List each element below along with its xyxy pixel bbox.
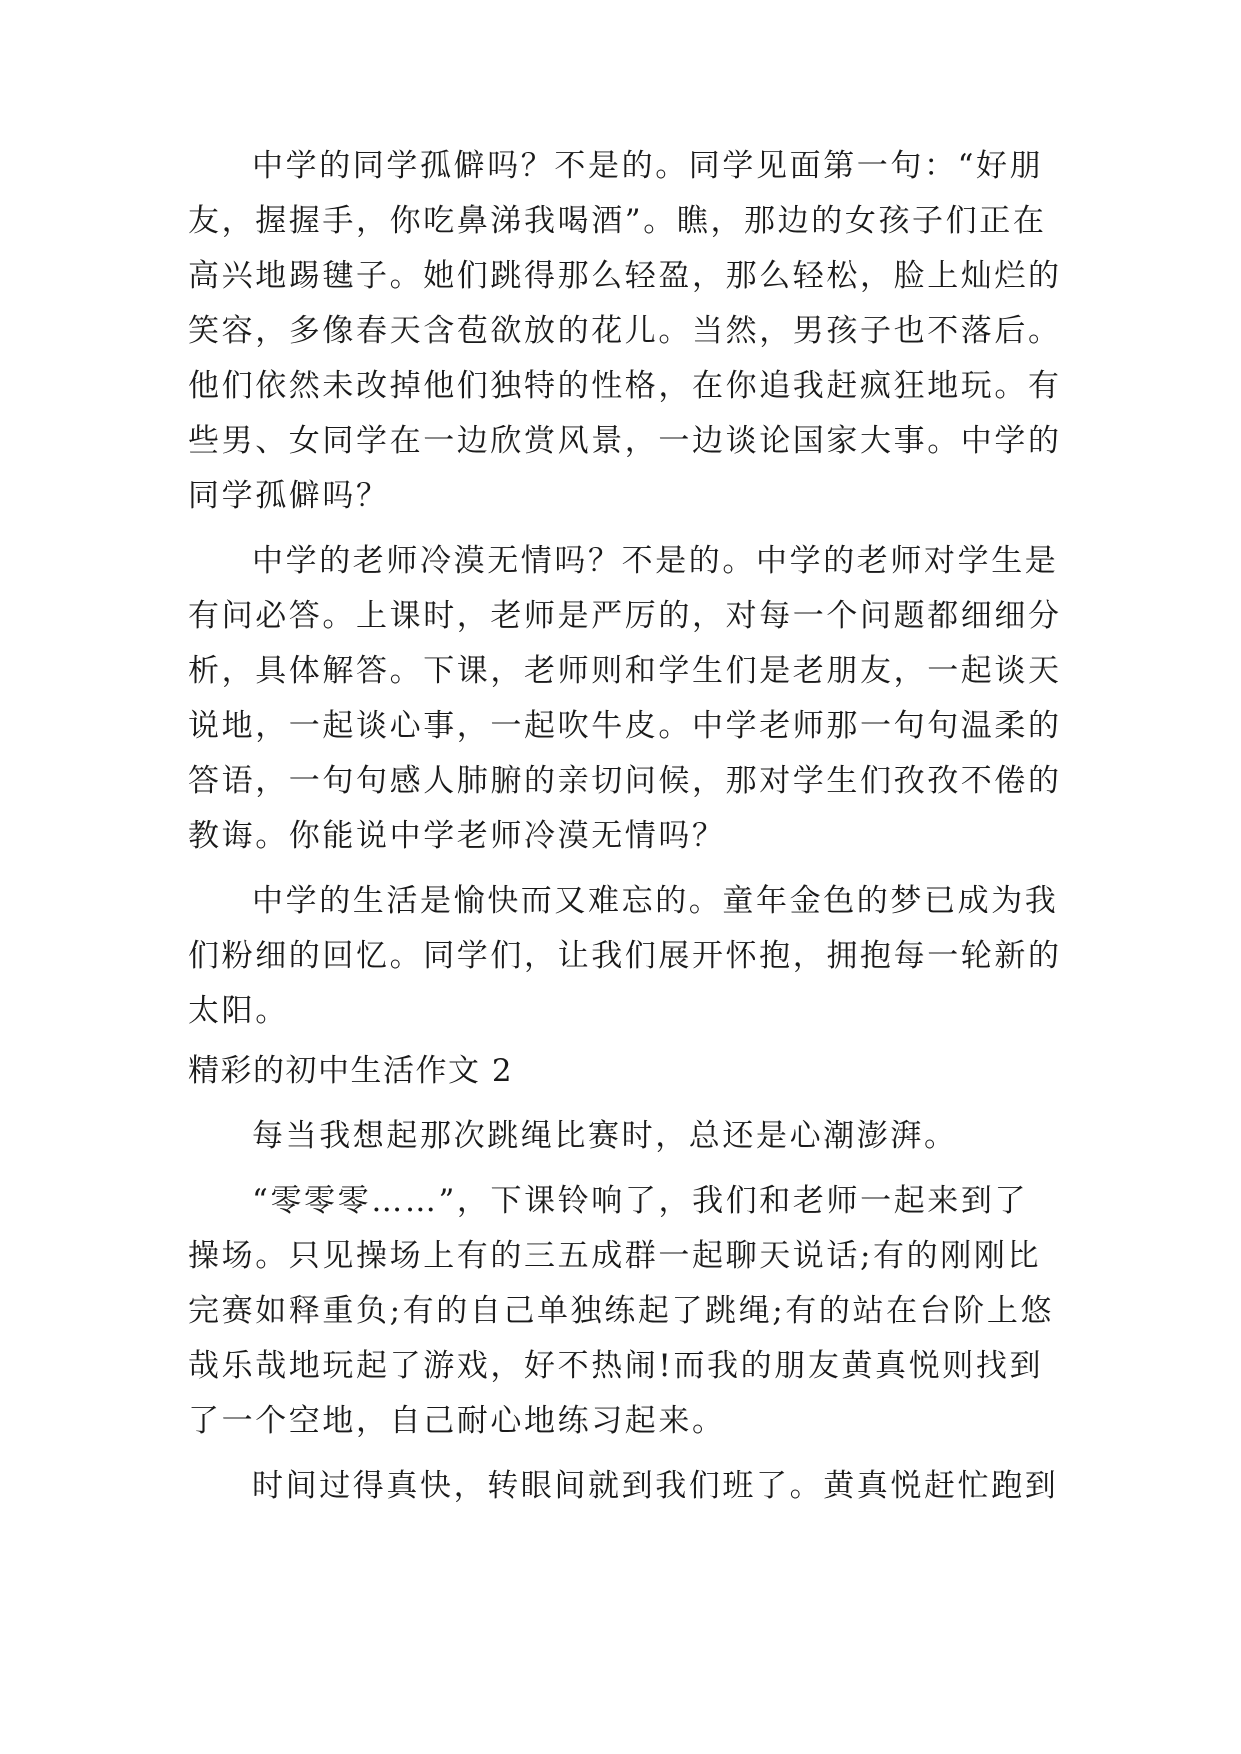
text-line: 些男、女同学在一边欣赏风景，一边谈论国家大事。中学的	[188, 423, 1062, 459]
text-line: 说地，一起谈心事，一起吹牛皮。中学老师那一句句温柔的	[188, 708, 1062, 744]
text-line: 答语，一句句感人肺腑的亲切问候，那对学生们孜孜不倦的	[188, 763, 1062, 799]
text-line: 时间过得真快，转眼间就到我们班了。黄真悦赶忙跑到	[252, 1468, 1059, 1504]
text-line: 每当我想起那次跳绳比赛时，总还是心潮澎湃。	[252, 1118, 958, 1154]
text-line: 高兴地踢毽子。她们跳得那么轻盈，那么轻松，脸上灿烂的	[188, 258, 1062, 294]
text-line: 操场。只见操场上有的三五成群一起聊天说话;有的刚刚比	[188, 1238, 1042, 1274]
text-line: 完赛如释重负;有的自己单独练起了跳绳;有的站在台阶上悠	[188, 1293, 1055, 1329]
text-line: 同学孤僻吗？	[188, 478, 390, 514]
text-line: 中学的老师冷漠无情吗？不是的。中学的老师对学生是	[252, 543, 1059, 579]
text-line: 了一个空地，自己耐心地练习起来。	[188, 1403, 726, 1439]
text-line: 他们依然未改掉他们独特的性格，在你追我赶疯狂地玩。有	[188, 368, 1062, 404]
text-line: 有问必答。上课时，老师是严厉的，对每一个问题都细细分	[188, 598, 1062, 634]
text-line: 友，握握手，你吃鼻涕我喝酒”。瞧，那边的女孩子们正在	[188, 203, 1047, 239]
text-line: 们粉细的回忆。同学们，让我们展开怀抱，拥抱每一轮新的	[188, 938, 1062, 974]
text-line: 教诲。你能说中学老师冷漠无情吗？	[188, 818, 726, 854]
text-line: 中学的同学孤僻吗？不是的。同学见面第一句：“好朋	[252, 148, 1044, 184]
text-line: “零零零……”，下课铃响了，我们和老师一起来到了	[252, 1183, 1029, 1219]
text-line: 中学的生活是愉快而又难忘的。童年金色的梦已成为我	[252, 883, 1059, 919]
section-heading: 精彩的初中生活作文 2	[188, 1053, 514, 1089]
text-line: 太阳。	[188, 993, 289, 1029]
text-line: 笑容，多像春天含苞欲放的花儿。当然，男孩子也不落后。	[188, 313, 1062, 349]
text-line: 哉乐哉地玩起了游戏，好不热闹!而我的朋友黄真悦则找到	[188, 1348, 1044, 1384]
text-line: 析，具体解答。下课，老师则和学生们是老朋友，一起谈天	[188, 653, 1062, 689]
